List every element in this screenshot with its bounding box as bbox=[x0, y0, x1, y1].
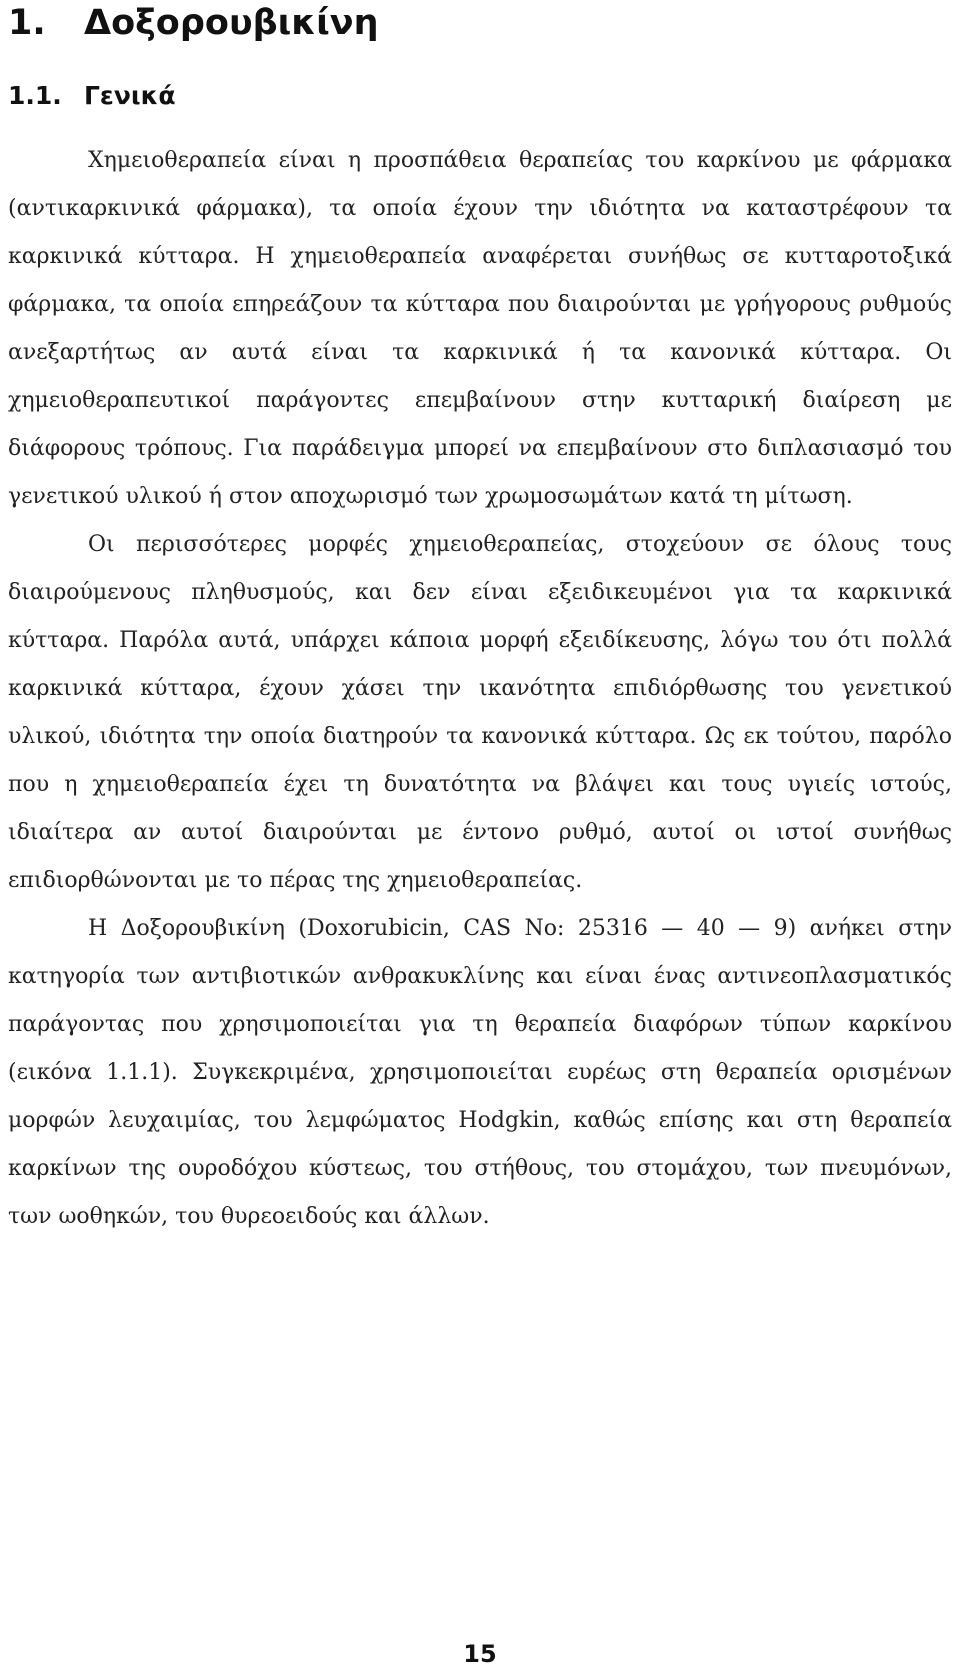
page-number: 15 bbox=[463, 1640, 497, 1668]
paragraph: Χημειοθεραπεία είναι η προσπάθεια θεραπείας του καρκίνου με φάρμακα (αντικαρκινικά φάρμακα), τα οποία έχουν την ιδιότητα να καταστρέφουν τα καρκινικά κύτταρα. Η χημειοθεραπεία αναφέρεται συνήθως σε κυτταροτοξικά φάρμακα, τα οποία επηρεάζουν τα κύτταρα που διαιρούνται με γρήγορους ρυθμούς ανεξαρτήτως αν αυτά είναι τα καρκινικά ή τα κανονικά κύτταρα. Οι χημειοθεραπευτικοί παράγοντες επεμβαίνουν στην κυτταρική διαίρεση με διάφορους τρόπους. Για παράδειγμα μπορεί να επεμβαίνουν στο διπλασιασμό του γενετικού υλικού ή στον αποχωρισμό των χρωμοσωμάτων κατά τη μίτωση. bbox=[8, 148, 952, 509]
section-number: 1.1. bbox=[8, 81, 62, 110]
paragraph: Η Δοξορουβικίνη (Doxorubicin, CAS No: 25316 — 40 — 9) ανήκει στην κατηγορία των αντιβιοτικών ανθρακυκλίνης και είναι ένας αντινεοπλασματικός παράγοντας που χρησιμοποιείται για τη θεραπεία διαφόρων τύπων καρκίνου (εικόνα 1.1.1). Συγκεκριμένα, χρησιμοποιείται ευρέως στη θεραπεία ορισμένων μορφών λευχαιμίας, του λεμφώματος Hodgkin, καθώς επίσης και στη θεραπεία καρκίνων της ουροδόχου κύστεως, του στήθους, του στομάχου, των πνευμόνων, των ωοθηκών, του θυρεοειδούς και άλλων. bbox=[8, 916, 952, 1229]
section-title: Γενικά bbox=[84, 81, 176, 110]
paragraph: Οι περισσότερες μορφές χημειοθεραπείας, στοχεύουν σε όλους τους διαιρούμενους πληθυσμούς, και δεν είναι εξειδικευμένοι για τα καρκινικά κύτταρα. Παρόλα αυτά, υπάρχει κάποια μορφή εξειδίκευσης, λόγω του ότι πολλά καρκινικά κύτταρα, έχουν χάσει την ικανότητα επιδιόρθωσης του γενετικού υλικού, ιδιότητα την οποία διατηρούν τα κανονικά κύτταρα. Ως εκ τούτου, παρόλο που η χημειοθεραπεία έχει τη δυνατότητα να βλάψει και τους υγιείς ιστούς, ιδιαίτερα αν αυτοί διαιρούνται με έντονο ρυθμό, αυτοί οι ιστοί συνήθως επιδιορθώνονται με το πέρας της χημειοθεραπείας. bbox=[8, 532, 952, 893]
chapter-heading bbox=[8, 2, 379, 44]
section-heading bbox=[8, 78, 176, 114]
chapter-number: 1. bbox=[8, 3, 46, 43]
chapter-title: Δοξορουβικίνη bbox=[84, 3, 379, 43]
body-text bbox=[8, 137, 952, 1241]
